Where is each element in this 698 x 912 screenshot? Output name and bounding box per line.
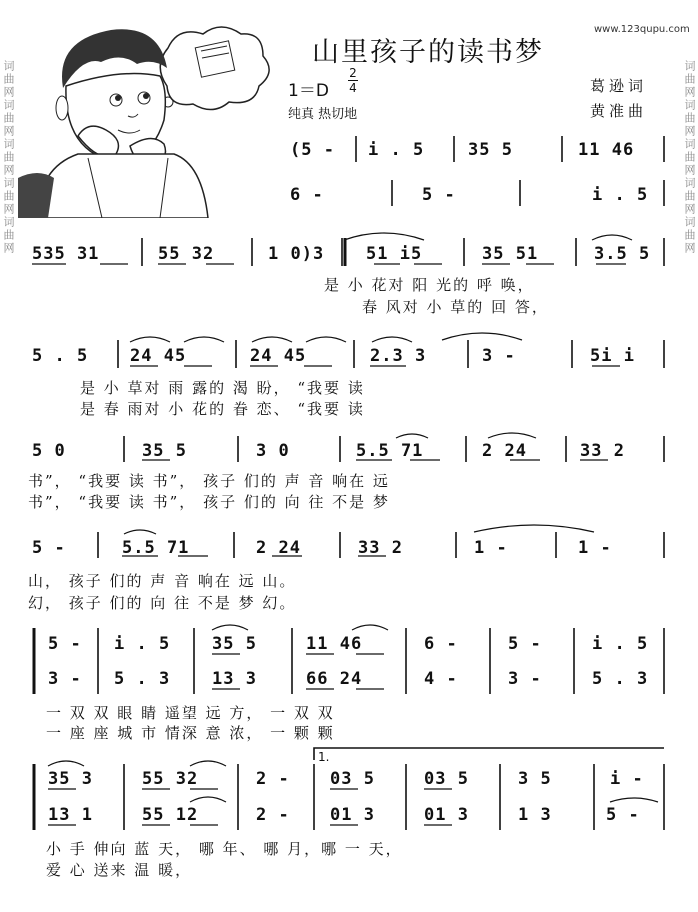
lyrics-r6-verse1: 山， 孩子 们的 声 音 响在 远 山。 <box>28 572 297 590</box>
measure-r7a-1: 5 - <box>48 634 82 654</box>
measure-r4-6: 5i i <box>590 346 635 366</box>
volta-mark: 1. <box>318 750 330 764</box>
lyrics-r8-verse2: 爱 心 送来 温 暖， <box>46 861 193 879</box>
composer-credit: 黄准曲 <box>590 102 648 120</box>
measure-r5-6: 33 2 <box>580 441 625 461</box>
song-title: 山里孩子的读书梦 <box>312 37 544 68</box>
measure-r8b-3: 2 - <box>256 805 290 825</box>
measure-r4-4: 2.3 3 <box>370 346 427 366</box>
measure-r7a-6: 5 - <box>508 634 542 654</box>
lyricist-credit: 葛逊词 <box>590 77 648 95</box>
measure-r8a-7: i - <box>610 769 644 789</box>
watermark-right: 词曲网词曲网词曲网词曲网词曲网 <box>683 60 696 255</box>
meter-bottom: 4 <box>349 81 357 95</box>
measure-r5-2: 35 5 <box>142 441 187 461</box>
measure-r1-2: i . 5 <box>368 140 425 160</box>
measure-r2-1: 6 - <box>290 185 324 205</box>
measure-r3-4: 51 i5 <box>366 244 423 264</box>
measure-r8a-5: 03 5 <box>424 769 469 789</box>
measure-r7b-2: 5 . 3 <box>114 669 171 689</box>
measure-r5-5: 2 24 <box>482 441 527 461</box>
measure-r6-5: 1 - <box>474 538 508 558</box>
measure-r7a-3: 35 5 <box>212 634 257 654</box>
measure-r7a-7: i . 5 <box>592 634 649 654</box>
measure-r8b-2: 55 12 <box>142 805 199 825</box>
measure-r6-2: 5.5 71 <box>122 538 190 558</box>
measure-r6-1: 5 - <box>32 538 66 558</box>
measure-r2-2: 5 - <box>422 185 456 205</box>
measure-r8b-7: 5 - <box>606 805 640 825</box>
measure-r8b-5: 01 3 <box>424 805 469 825</box>
measure-r7b-6: 3 - <box>508 669 542 689</box>
measure-r8a-1: 35 3 <box>48 769 93 789</box>
lyrics-r7-verse1: 一 双 双 眼 睛 遥望 远 方， 一 双 双 <box>46 704 335 722</box>
measure-r7a-2: i . 5 <box>114 634 171 654</box>
measure-r2-3: i . 5 <box>592 185 649 205</box>
tempo-marking: 纯真 热切地 <box>288 107 358 122</box>
measure-r3-3: 1 0)3 <box>268 244 325 264</box>
measure-r1-3: 35 5 <box>468 140 513 160</box>
measure-r7a-4: 11 46 <box>306 634 363 654</box>
measure-r8a-6: 3 5 <box>518 769 552 789</box>
lyrics-r8-verse1: 小 手 伸向 蓝 天， 哪 年、 哪 月，哪 一 天， <box>46 840 403 858</box>
meter-top: 2 <box>349 66 357 80</box>
measure-r4-3: 24 45 <box>250 346 307 366</box>
watermark-left: 词曲网词曲网词曲网词曲网词曲网 <box>2 60 15 255</box>
measure-r3-6: 3.5 5 <box>594 244 651 264</box>
measure-r1-4: 11 46 <box>578 140 635 160</box>
lyrics-r4-verse2: 是 春 雨对 小 花的 眷 恋、 “我要 读 <box>80 400 365 418</box>
measure-r1-1: (5 - <box>290 140 335 160</box>
lyrics-r7-verse2: 一 座 座 城 市 情深 意 浓， 一 颗 颗 <box>46 724 335 742</box>
measure-r7b-7: 5 . 3 <box>592 669 649 689</box>
measure-r5-1: 5 0 <box>32 441 66 461</box>
measure-r4-1: 5 . 5 <box>32 346 89 366</box>
measure-r4-5: 3 - <box>482 346 516 366</box>
measure-r8b-1: 13 1 <box>48 805 93 825</box>
measure-r3-5: 35 51 <box>482 244 539 264</box>
lyrics-r5-verse2: 书”， “我要 读 书”， 孩子 们的 向 往 不是 梦 <box>28 493 390 511</box>
measure-r6-4: 33 2 <box>358 538 403 558</box>
measure-r7b-4: 66 24 <box>306 669 363 689</box>
lyrics-r3-verse1: 是 小 花对 阳 光的 呼 唤， <box>324 276 535 294</box>
measure-r3-2: 55 32 <box>158 244 215 264</box>
lyrics-r6-verse2: 幻， 孩子 们的 向 往 不是 梦 幻。 <box>28 594 297 612</box>
lyrics-r3-verse2: 春 风对 小 草的 回 答， <box>362 298 549 316</box>
key-signature: 1＝D <box>288 81 329 101</box>
measure-r8a-4: 03 5 <box>330 769 375 789</box>
measure-r7b-5: 4 - <box>424 669 458 689</box>
measure-r5-3: 3 0 <box>256 441 290 461</box>
measure-r8b-6: 1 3 <box>518 805 552 825</box>
lyrics-r4-verse1: 是 小 草对 雨 露的 渴 盼， “我要 读 <box>80 379 365 397</box>
measure-r7a-5: 6 - <box>424 634 458 654</box>
measure-r3-1: 535 31 <box>32 244 100 264</box>
measure-r5-4: 5.5 71 <box>356 441 424 461</box>
measure-r7b-3: 13 3 <box>212 669 257 689</box>
measure-r8a-2: 55 32 <box>142 769 199 789</box>
site-url: www.123qupu.com <box>594 24 690 35</box>
measure-r8b-4: 01 3 <box>330 805 375 825</box>
measure-r4-2: 24 45 <box>130 346 187 366</box>
measure-r7b-1: 3 - <box>48 669 82 689</box>
lyrics-r5-verse1: 书”， “我要 读 书”， 孩子 们的 声 音 响在 远 <box>28 472 390 490</box>
measure-r8a-3: 2 - <box>256 769 290 789</box>
measure-r6-6: 1 - <box>578 538 612 558</box>
measure-r6-3: 2 24 <box>256 538 301 558</box>
